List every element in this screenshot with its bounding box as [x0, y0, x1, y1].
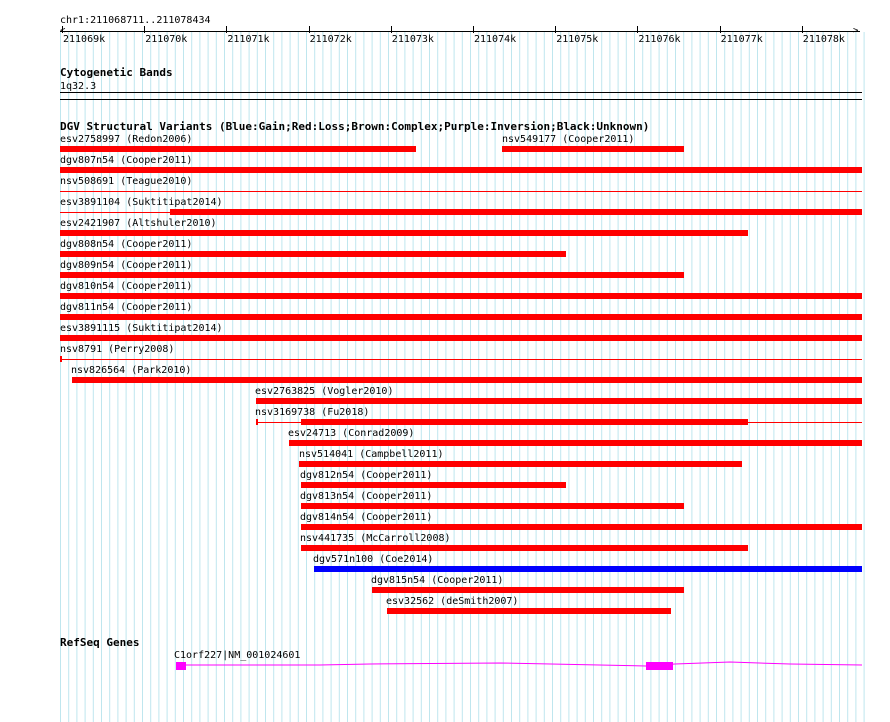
- variant-bar[interactable]: [60, 335, 862, 341]
- gene-label[interactable]: C1orf227|NM_001024601: [174, 650, 301, 661]
- ruler-tick-label: 211078k: [802, 34, 845, 45]
- variant-label[interactable]: dgv812n54 (Cooper2011): [300, 470, 433, 481]
- cytoband-line-bottom: [60, 99, 862, 100]
- variant-bar[interactable]: [72, 377, 862, 383]
- ruler-tick-label: 211071k: [227, 34, 270, 45]
- dgv-track-title[interactable]: DGV Structural Variants (Blue:Gain;Red:Loss;Brown:Complex;Purple:Inversion;Black:Unknown): [60, 120, 650, 133]
- refseq-track-title[interactable]: RefSeq Genes: [60, 636, 140, 649]
- ruler-tick-label: 211075k: [556, 34, 599, 45]
- variant-bar[interactable]: [502, 146, 684, 152]
- ruler-tick: [720, 26, 721, 33]
- variant-label[interactable]: nsv508691 (Teague2010): [60, 176, 193, 187]
- variant-label[interactable]: dgv811n54 (Cooper2011): [60, 302, 193, 313]
- variant-label[interactable]: esv3891104 (Suktitipat2014): [60, 197, 223, 208]
- ruler-tick-label: 211077k: [720, 34, 763, 45]
- variant-bar[interactable]: [299, 461, 742, 467]
- ruler-left-arrow: <: [60, 26, 66, 36]
- ruler-tick: [555, 26, 556, 33]
- variant-bar[interactable]: [60, 167, 862, 173]
- ruler-tick: [473, 26, 474, 33]
- ruler-axis: [60, 31, 860, 32]
- variant-label[interactable]: dgv807n54 (Cooper2011): [60, 155, 193, 166]
- ruler-right-arrow: >: [853, 26, 859, 36]
- gene-exon: [176, 662, 186, 670]
- ruler-tick-label: 211070k: [145, 34, 188, 45]
- variant-label[interactable]: esv32562 (deSmith2007): [386, 596, 519, 607]
- variant-label[interactable]: dgv808n54 (Cooper2011): [60, 239, 193, 250]
- ruler-tick: [802, 26, 803, 33]
- variant-bar[interactable]: [170, 209, 862, 215]
- gene-model[interactable]: [170, 658, 870, 674]
- variant-label[interactable]: dgv815n54 (Cooper2011): [371, 575, 504, 586]
- variant-bar[interactable]: [314, 566, 862, 572]
- ruler-tick-label: 211073k: [391, 34, 434, 45]
- variant-bar[interactable]: [301, 524, 862, 530]
- ruler-tick: [144, 26, 145, 33]
- variant-label[interactable]: dgv810n54 (Cooper2011): [60, 281, 193, 292]
- variant-bar[interactable]: [60, 293, 862, 299]
- variant-label[interactable]: nsv549177 (Cooper2011): [502, 134, 635, 145]
- ruler-tick-label: 211074k: [474, 34, 517, 45]
- variant-span-line[interactable]: [60, 191, 862, 192]
- variant-label[interactable]: esv3891115 (Suktitipat2014): [60, 323, 223, 334]
- cytoband-label: 1q32.3: [60, 81, 97, 92]
- variant-bar[interactable]: [301, 419, 748, 425]
- variant-bar[interactable]: [372, 587, 684, 593]
- ruler-tick: [309, 26, 310, 33]
- variant-label[interactable]: esv2763825 (Vogler2010): [255, 386, 394, 397]
- variant-bar[interactable]: [60, 314, 862, 320]
- variant-label[interactable]: nsv826564 (Park2010): [71, 365, 192, 376]
- variant-label[interactable]: dgv809n54 (Cooper2011): [60, 260, 193, 271]
- variant-label[interactable]: esv2758997 (Redon2006): [60, 134, 193, 145]
- variant-bar[interactable]: [60, 230, 748, 236]
- ruler-tick-label: 211076k: [638, 34, 681, 45]
- variant-label[interactable]: nsv441735 (McCarroll2008): [300, 533, 451, 544]
- ruler-tick: [637, 26, 638, 33]
- variant-end-cap[interactable]: [60, 356, 62, 362]
- variant-bar[interactable]: [301, 503, 684, 509]
- ruler-tick-label: 211069k: [63, 34, 106, 45]
- variant-label[interactable]: dgv814n54 (Cooper2011): [300, 512, 433, 523]
- cytoband-track-title[interactable]: Cytogenetic Bands: [60, 66, 173, 79]
- ruler-tick: [226, 26, 227, 33]
- variant-span-line[interactable]: [60, 359, 862, 360]
- cytoband-line-top: [60, 92, 862, 93]
- variant-bar[interactable]: [289, 440, 862, 446]
- variant-bar[interactable]: [256, 398, 862, 404]
- variant-label[interactable]: nsv514041 (Campbell2011): [299, 449, 444, 460]
- variant-bar[interactable]: [60, 251, 566, 257]
- gene-intron-line: [180, 662, 862, 666]
- variant-span-line[interactable]: [60, 212, 170, 213]
- variant-label[interactable]: dgv571n100 (Coe2014): [313, 554, 434, 565]
- ruler-tick: [391, 26, 392, 33]
- variant-label[interactable]: nsv8791 (Perry2008): [60, 344, 175, 355]
- variant-bar[interactable]: [301, 545, 748, 551]
- variant-bar[interactable]: [301, 482, 566, 488]
- variant-bar[interactable]: [387, 608, 671, 614]
- variant-end-cap[interactable]: [256, 419, 258, 425]
- variant-bar[interactable]: [60, 146, 416, 152]
- ruler-tick-label: 211072k: [309, 34, 352, 45]
- locus-label: chr1:211068711..211078434: [60, 15, 211, 26]
- variant-label[interactable]: esv24713 (Conrad2009): [288, 428, 415, 439]
- variant-label[interactable]: dgv813n54 (Cooper2011): [300, 491, 433, 502]
- gene-exon: [646, 662, 673, 670]
- variant-label[interactable]: esv2421907 (Altshuler2010): [60, 218, 217, 229]
- variant-label[interactable]: nsv3169738 (Fu2018): [255, 407, 370, 418]
- variant-bar[interactable]: [60, 272, 684, 278]
